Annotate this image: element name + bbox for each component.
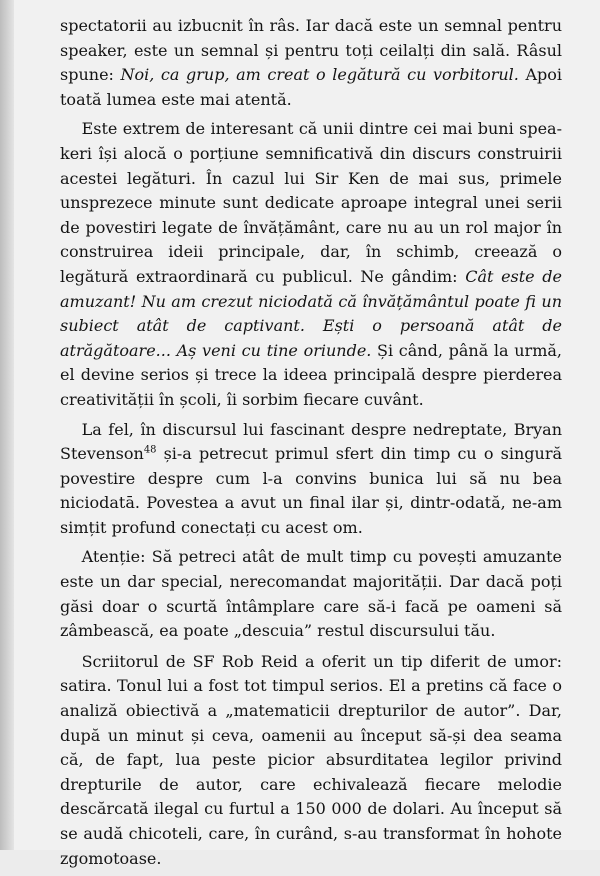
text-run: Scriitorul de SF Rob Reid a oferit un tip diferit de umor: satira. Tonul lui a fost tot timpul serios. El a pretins că face o analiză obiectivă a „matematicii drepturilor de autor”. Dar, după un minut și ceva, oamenii au început să-și dea seama că, de fapt, lua peste picior absurditatea legilor privind drepturile de autor, care echivalează fiecare melodie descărcată ilegal cu furtul a 150 000 de dolari. Au început să se audă chicoteli, care, în curând, s-au transformat în hohote zgomotoase. <box>60 651 562 868</box>
page-binding-edge <box>0 0 14 850</box>
italic-run: Cât este de amuzant! Nu am crezut niciodată că învățământul poate fi un subiect atât de captivant. Ești o persoană atât de atrăgătoare... Aș veni cu tine oriunde. <box>60 266 562 360</box>
paragraph <box>60 117 562 412</box>
text-run: și-a petrecut primul sfert din timp cu o singură povestire despre cum l-a convins bunica lui să nu bea niciodatā. Povestea a avut un final ilar și, dintr-odată, ne-am simțit profund conectați cu acest om. <box>60 444 562 537</box>
paragraph <box>60 418 562 541</box>
text-run: La fel, în discursul lui fascinant despre nedreptate, Bryan Stevenson <box>60 419 562 464</box>
paragraph <box>60 545 562 643</box>
text-run: Și când, până la urmă, el devine serios și trece la ideea principală despre pierderea creativității în școli, îi sorbim fiecare cuvânt. <box>60 340 562 409</box>
text-run: Este extrem de interesant că unii dintre cei mai buni speakeri își alocă o porțiune semnificativă din discurs construirii acestei legături. În cazul lui Sir Ken de mai sus, primele unsprezece minute sunt dedicate aproape integral unei serii de povestiri legate de învățământ, care nu au un rol major în construirea ideii principale, dar, în schimb, creează o legătură extraordinară cu publicul. Ne gândim: <box>60 119 562 286</box>
body-text <box>60 14 562 876</box>
text-run: spectatorii au izbucnit în râs. Iar dacă este un semnal pentru speaker, este un semnal și pentru toți ceilalți din sală. Râsul spune: <box>60 16 562 85</box>
footnote-marker: 48 <box>143 444 157 456</box>
text-run: Atenție: Să petreci atât de mult timp cu povești amuzante este un dar special, nerecomandat majorității. Dar dacă poți găsi doar o scurtă întâmplare care să-i facă pe oameni să zâmbească, ea poate „descuia” restul discursului tău. <box>60 547 562 641</box>
paragraph <box>60 650 562 871</box>
paragraph <box>60 14 562 112</box>
italic-run: Noi, ca grup, am creat o legătură cu vorbitorul. <box>120 65 519 85</box>
text-run: Apoi toată lumea este mai atentă. <box>60 65 563 109</box>
